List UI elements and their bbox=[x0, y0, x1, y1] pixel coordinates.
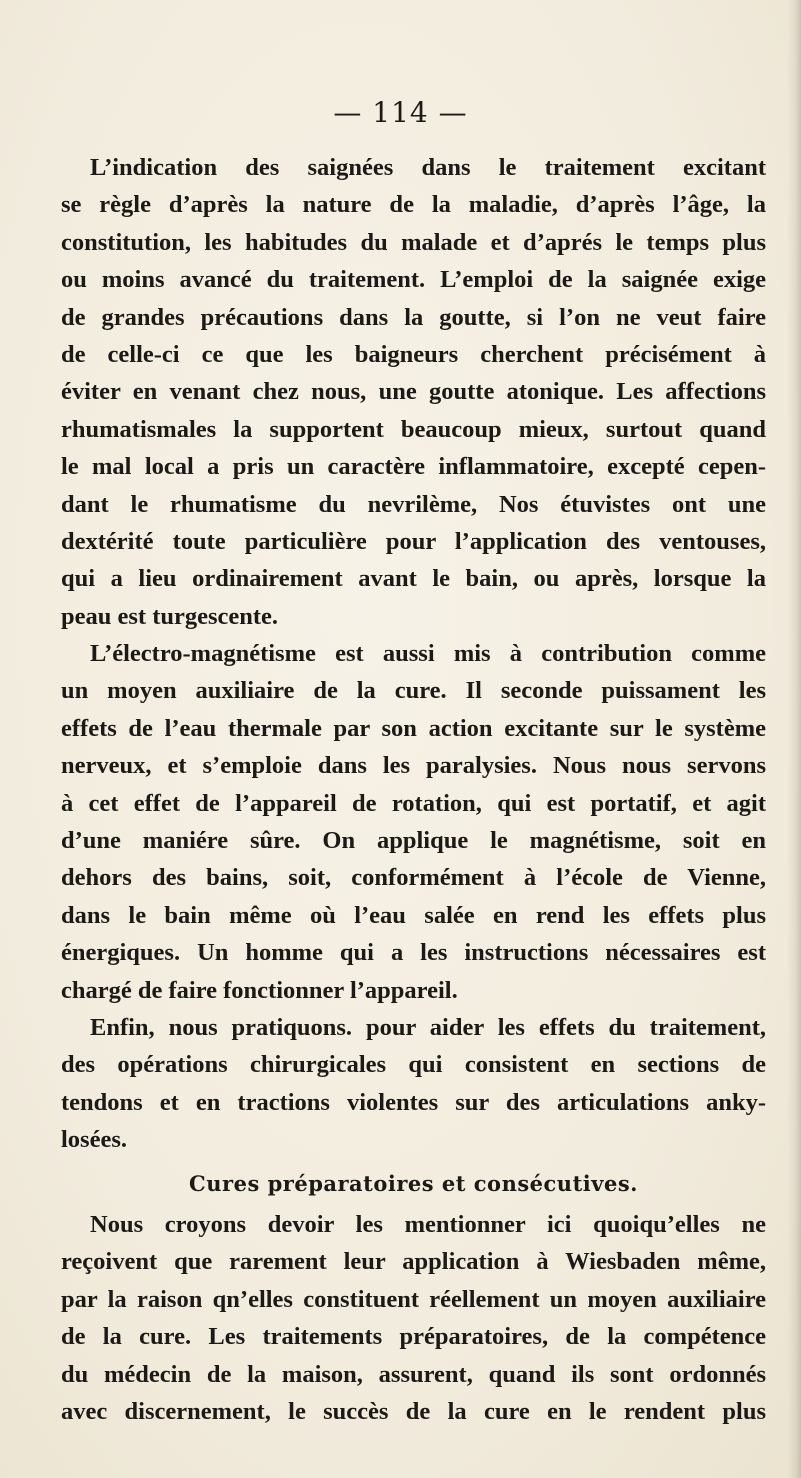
text-line: losées. bbox=[61, 1126, 127, 1154]
text-line: dant le rhumatisme du nevrilème, Nos étuvistes ont une bbox=[61, 490, 766, 518]
text-line: nerveux, et s’emploie dans les paralysies. Nous nous servons bbox=[61, 752, 766, 780]
text-line: des opérations chirurgicales qui consistent en sections de bbox=[61, 1051, 766, 1079]
text-line: L’indication des saignées dans le traitement excitant bbox=[90, 154, 766, 181]
text-line: chargé de faire fonctionner l’appareil. bbox=[61, 976, 458, 1004]
text-line: dans le bain même où l’eau salée en rend les effets plus bbox=[61, 901, 766, 929]
text-line: à cet effet de l’appareil de rotation, qui est portatif, et agit bbox=[61, 789, 766, 817]
text-line: Enfin, nous pratiquons. pour aider les effets du traitement, bbox=[90, 1013, 766, 1041]
text-line: le mal local a pris un caractère inflammatoire, excepté cepen- bbox=[61, 453, 766, 481]
text-line: d’une maniére sûre. On applique le magnétisme, soit en bbox=[61, 827, 766, 855]
text-line: de grandes précautions dans la goutte, si l’on ne veut faire bbox=[61, 303, 766, 331]
text-line: reçoivent que rarement leur application à Wiesbaden même, bbox=[61, 1248, 766, 1276]
text-line: du médecin de la maison, assurent, quand ils sont ordonnés bbox=[61, 1360, 766, 1388]
page-edge-shadow bbox=[787, 0, 801, 1478]
text-line: Nous croyons devoir les mentionner ici quoiqu’elles ne bbox=[90, 1210, 766, 1238]
text-line: par la raison qn’elles constituent réellement un moyen auxiliaire bbox=[61, 1285, 766, 1313]
section-heading: Cures préparatoires et consécutives. bbox=[189, 1170, 638, 1196]
text-line: dextérité toute particulière pour l’application des ventouses, bbox=[61, 527, 766, 555]
page-number: — 114 — bbox=[333, 96, 468, 129]
text-line: avec discernement, le succès de la cure en le rendent plus bbox=[61, 1397, 766, 1425]
text-line: rhumatismales la supportent beaucoup mieux, surtout quand bbox=[61, 415, 766, 443]
text-line: ou moins avancé du traitement. L’emploi de la saignée exige bbox=[61, 266, 766, 294]
text-line: peau est turgescente. bbox=[61, 602, 279, 630]
text-line: L’électro-magnétisme est aussi mis à contribution comme bbox=[90, 640, 766, 668]
text-line: tendons et en tractions violentes sur des articulations anky- bbox=[61, 1088, 766, 1116]
text-line: énergiques. Un homme qui a les instructions nécessaires est bbox=[61, 939, 766, 967]
text-line: un moyen auxiliaire de la cure. Il seconde puissament les bbox=[61, 677, 766, 705]
text-line: qui a lieu ordinairement avant le bain, ou après, lorsque la bbox=[61, 565, 766, 593]
text-line: effets de l’eau thermale par son action excitante sur le système bbox=[61, 714, 766, 742]
text-line: éviter en venant chez nous, une goutte atonique. Les affections bbox=[61, 378, 766, 406]
text-line: dehors des bains, soit, conformément à l’école de Vienne, bbox=[61, 864, 766, 892]
text-line: constitution, les habitudes du malade et d’aprés le temps plus bbox=[61, 228, 766, 256]
text-line: de celle-ci ce que les baigneurs cherchent précisément à bbox=[61, 340, 766, 368]
text-line: se règle d’après la nature de la maladie, d’après l’âge, la bbox=[61, 191, 766, 219]
body-text bbox=[61, 149, 766, 1430]
text-line: de la cure. Les traitements préparatoires, de la compétence bbox=[61, 1323, 766, 1351]
